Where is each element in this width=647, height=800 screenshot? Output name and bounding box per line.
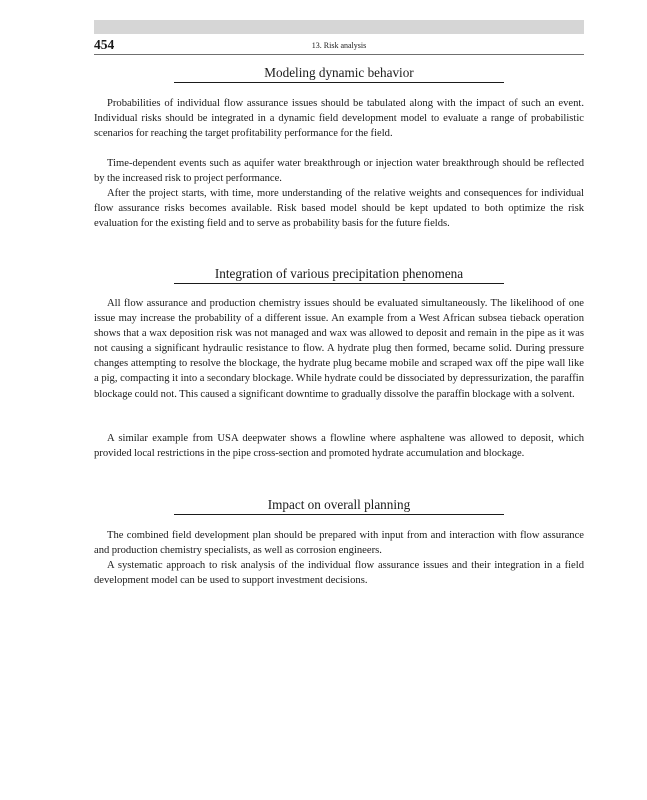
section-heading-integration-of-various-precipitation-phenomena: Integration of various precipitation phenomena bbox=[174, 266, 504, 284]
page-number: 454 bbox=[94, 37, 115, 52]
paragraph: After the project starts, with time, more understanding of the relative weights and consequences for individual flow assurance risks becomes available. Risk based model should be kept updated to both optimize the risk evaluation for the existing field and to serve as probability basis for the future fields. bbox=[94, 188, 584, 230]
section-heading-impact-on-overall-planning: Impact on overall planning bbox=[174, 497, 504, 515]
paragraph: All flow assurance and production chemistry issues should be evaluated simultaneously. The likelihood of one issue may increase the probability of a different issue. An example from a West African subsea tieback operation shows that a wax deposition risk was not managed and wax was allowed to deposit and remain in the pipe as it was not causing a significant hydraulic resistance to flow. A hydrate plug then formed, became solid. During pressure changes attempting to resolve the blockage, the hydrate plug became mobile and scraped wax off the pipe wall like a pig, compacting it into a secondary blockage. While hydrate could be dissociated by depressurization, the paraffin blockage could not. This caused a significant downtime to gradually dissolve the paraffin blockage with a solvent. bbox=[94, 298, 584, 400]
paragraph: The combined field development plan should be prepared with input from and interaction with flow assurance and production chemistry specialists, as well as corrosion engineers. bbox=[94, 530, 584, 557]
header-band bbox=[94, 20, 584, 34]
paragraph: Time-dependent events such as aquifer water breakthrough or injection water breakthrough should be reflected by the increased risk to project performance. bbox=[94, 158, 584, 185]
paragraph: A similar example from USA deepwater shows a flowline where asphaltene was allowed to deposit, which provided local restrictions in the pipe cross-section and promoted hydrate accumulation and blockage. bbox=[94, 433, 584, 460]
running-head: 13. Risk analysis bbox=[311, 41, 367, 50]
paragraph: A systematic approach to risk analysis of the individual flow assurance issues and their integration in a field development model can be used to support investment decisions. bbox=[94, 560, 584, 587]
page-header bbox=[94, 34, 584, 55]
paragraph: Probabilities of individual flow assurance issues should be tabulated along with the impact of such an event. Individual risks should be integrated in a dynamic field development model to evaluate a range of probabilistic scenarios for reaching the target profitability performance for the field. bbox=[94, 98, 584, 140]
section-heading-modeling-dynamic-behavior: Modeling dynamic behavior bbox=[174, 65, 504, 83]
